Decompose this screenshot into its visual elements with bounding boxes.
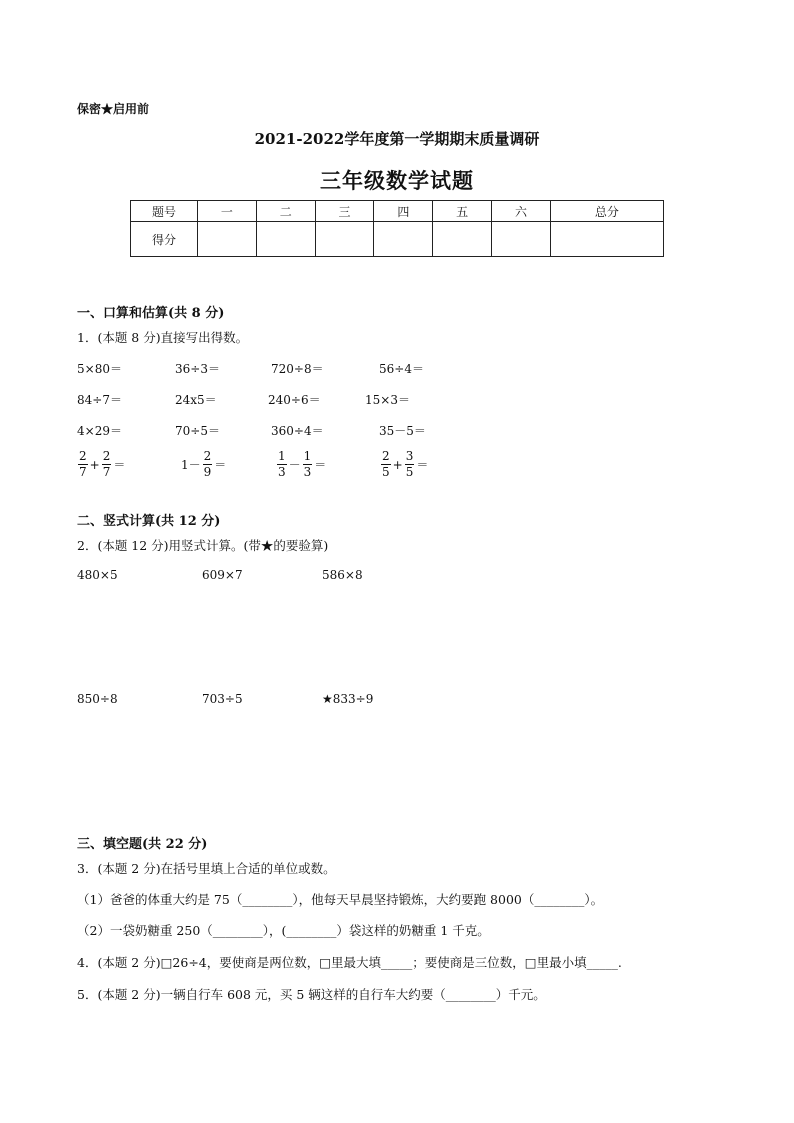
question-3-part-1: （1）爸爸的体重大约是 75（________），他每天早晨坚持锻炼，大约要跑 8000（________）。 <box>77 892 604 907</box>
score-header-cell: 题号 <box>131 201 198 222</box>
exercise: 36÷3＝ <box>175 362 220 376</box>
vertical-calc: 609×7 <box>202 568 243 582</box>
equals-sign: ＝ <box>214 458 227 472</box>
numerator: 2 <box>102 449 111 463</box>
score-header-cell: 六 <box>492 201 551 222</box>
denominator: 7 <box>102 465 111 479</box>
equals-sign: ＝ <box>314 458 327 472</box>
exercise: 35－5＝ <box>379 424 426 438</box>
operator: + <box>392 457 403 472</box>
question-3: 3．(本题 2 分)在括号里填上合适的单位或数。 <box>77 861 336 876</box>
numerator: 2 <box>79 449 87 463</box>
section-1-title: 一、口算和估算(共 8 分) <box>77 306 225 321</box>
numerator: 3 <box>405 449 414 463</box>
score-header-cell: 一 <box>198 201 257 222</box>
score-cell[interactable] <box>550 222 663 257</box>
vertical-calc: 480×5 <box>77 568 118 582</box>
exercise: 84÷7＝ <box>77 393 122 407</box>
score-header-cell: 四 <box>374 201 433 222</box>
score-table <box>130 200 664 257</box>
question-4: 4．(本题 2 分)□26÷4，要使商是两位数，□里最大填_____；要使商是三位数，□里最小填_____. <box>77 955 622 970</box>
question-3-part-2: （2）一袋奶糖重 250（________），(________）袋这样的奶糖重 1 千克。 <box>77 923 490 938</box>
numerator: 2 <box>203 449 212 463</box>
operator: + <box>89 457 100 472</box>
exercise: 5×80＝ <box>77 362 122 376</box>
vertical-calc: 586×8 <box>322 568 363 582</box>
fraction-exercise <box>77 449 126 480</box>
vertical-calc: ★833÷9 <box>322 692 374 706</box>
score-row-label: 得分 <box>131 222 198 257</box>
fraction-exercise <box>380 449 429 480</box>
score-cell[interactable] <box>492 222 551 257</box>
confidential-label: 保密★启用前 <box>77 102 150 116</box>
section-3-title: 三、填空题(共 22 分) <box>77 837 208 852</box>
score-header-cell: 五 <box>433 201 492 222</box>
exercise: 360÷4＝ <box>271 424 324 438</box>
fraction-exercise <box>276 449 327 480</box>
exercise: 720÷8＝ <box>271 362 324 376</box>
denominator: 5 <box>382 465 390 479</box>
score-header-cell: 总分 <box>550 201 663 222</box>
exercise: 56÷4＝ <box>379 362 424 376</box>
operator: － <box>288 458 301 472</box>
denominator: 3 <box>278 465 286 479</box>
score-header-cell: 二 <box>256 201 315 222</box>
whole-number: 1－ <box>181 458 201 472</box>
numerator: 1 <box>303 449 312 463</box>
exam-title: 2021-2022学年度第一学期期末质量调研 <box>254 130 540 148</box>
fraction-exercise <box>180 449 227 480</box>
score-cell[interactable] <box>256 222 315 257</box>
equals-sign: ＝ <box>113 458 126 472</box>
exercise: 15×3＝ <box>365 393 410 407</box>
exam-subtitle: 三年级数学试题 <box>320 168 474 193</box>
question-1: 1．(本题 8 分)直接写出得数。 <box>77 330 249 345</box>
equals-sign: ＝ <box>416 458 429 472</box>
exercise: 240÷6＝ <box>268 393 321 407</box>
score-cell[interactable] <box>433 222 492 257</box>
numerator: 1 <box>278 449 286 463</box>
score-cell[interactable] <box>315 222 374 257</box>
score-header-cell: 三 <box>315 201 374 222</box>
vertical-calc: 703÷5 <box>202 692 243 706</box>
denominator: 9 <box>203 465 212 479</box>
score-cell[interactable] <box>198 222 257 257</box>
vertical-calc: 850÷8 <box>77 692 118 706</box>
section-2-title: 二、竖式计算(共 12 分) <box>77 514 221 529</box>
score-cell[interactable] <box>374 222 433 257</box>
exercise: 4×29＝ <box>77 424 122 438</box>
denominator: 7 <box>79 465 87 479</box>
denominator: 5 <box>405 465 414 479</box>
numerator: 2 <box>382 449 390 463</box>
exercise: 70÷5＝ <box>175 424 220 438</box>
question-5: 5．(本题 2 分)一辆自行车 608 元，买 5 辆这样的自行车大约要（________）千元。 <box>77 987 546 1002</box>
question-2: 2．(本题 12 分)用竖式计算。(带★的要验算) <box>77 538 329 553</box>
denominator: 3 <box>303 465 312 479</box>
exercise: 24x5＝ <box>175 393 217 407</box>
